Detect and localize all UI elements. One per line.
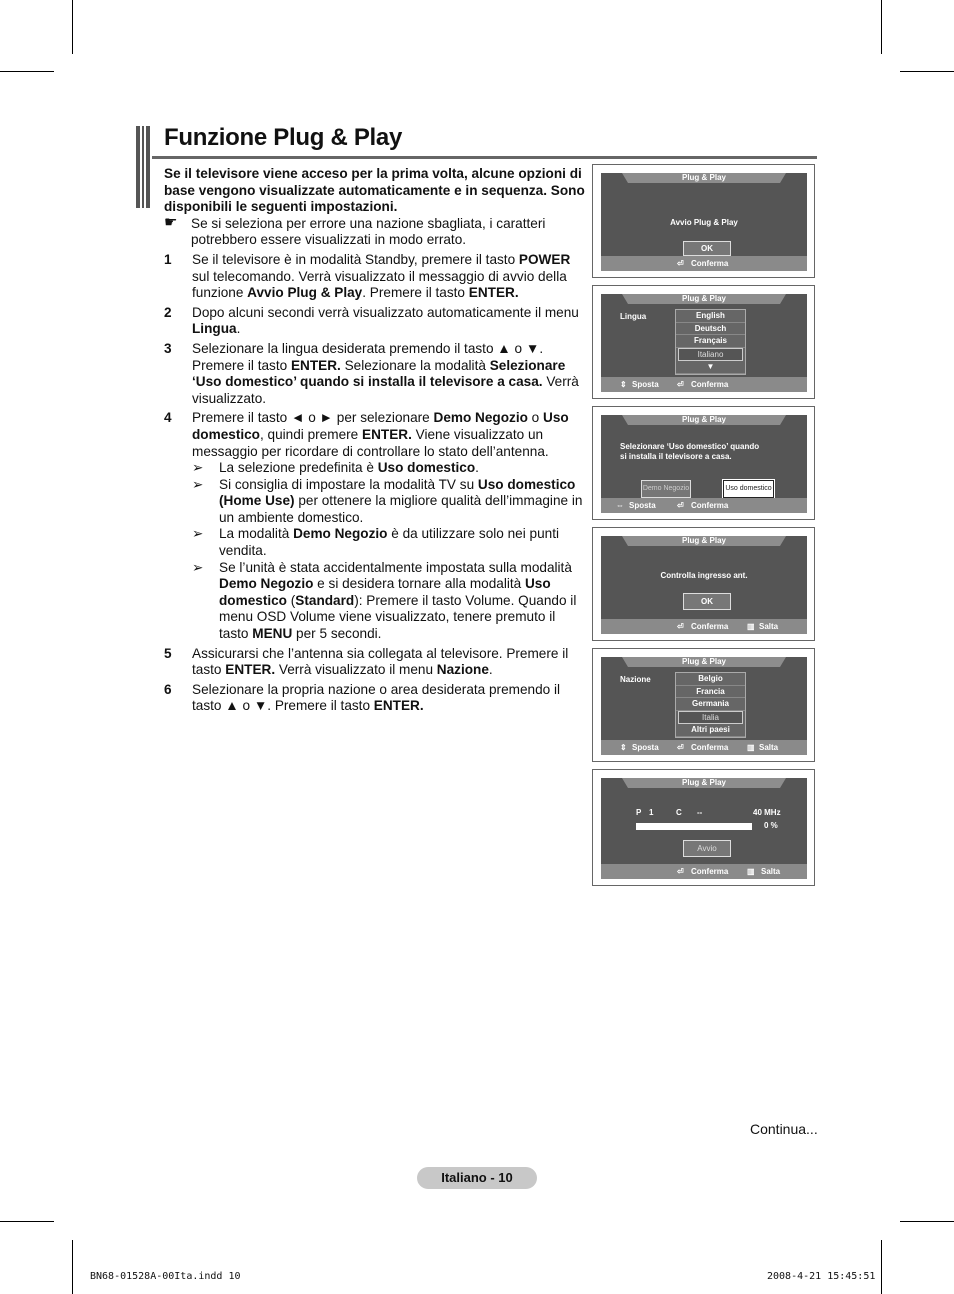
language-option[interactable]: English bbox=[676, 310, 745, 323]
osd-title: Plug & Play bbox=[628, 415, 780, 425]
step-text: Dopo alcuni secondi verrà visualizzato automaticamente il menu bbox=[192, 304, 579, 320]
tip-text: Si consiglia di impostare la modalità TV su bbox=[219, 476, 478, 492]
osd-bottom-bar bbox=[601, 498, 807, 513]
tip-bold: Uso domestico bbox=[219, 576, 551, 608]
crop-mark bbox=[72, 1240, 73, 1294]
crop-mark bbox=[900, 1221, 954, 1222]
step-2 bbox=[164, 305, 588, 338]
step-text: . Premere il tasto bbox=[362, 285, 469, 301]
tip-text: La modalità bbox=[219, 526, 294, 542]
move-label: Sposta bbox=[632, 380, 659, 389]
enter-icon: ⏎ bbox=[677, 867, 684, 876]
step-bold: Demo Negozio bbox=[433, 410, 528, 426]
step-number: 6 bbox=[164, 681, 172, 697]
osd-screen bbox=[601, 294, 807, 392]
enter-icon: ⏎ bbox=[677, 501, 684, 510]
country-option[interactable]: Altri paesi bbox=[676, 724, 745, 737]
osd-message: Controlla ingresso ant. bbox=[660, 571, 748, 580]
skip-label: Salta bbox=[759, 622, 779, 631]
osd-bottom-bar bbox=[601, 864, 807, 879]
tip bbox=[192, 460, 588, 477]
country-option[interactable]: Belgio bbox=[676, 673, 745, 686]
country-list[interactable] bbox=[675, 672, 746, 738]
tip-text: ): Premere il tasto Volume. Quando il menu OSD Volume viene visualizzato, tenere premuto il tasto bbox=[219, 592, 577, 642]
up-down-icon: ⇕ bbox=[620, 380, 627, 389]
confirm-label: Conferma bbox=[691, 380, 729, 389]
country-option-selected[interactable]: Italia bbox=[678, 711, 743, 725]
note-text: Se si seleziona per errore una nazione sbagliata, i caratteri potrebbero essere visualizzati in modo errato. bbox=[191, 215, 546, 248]
pointing-hand-icon: ☛ bbox=[164, 213, 178, 231]
step-bold: Selezionare ‘Uso domestico’ quando si installa il televisore a casa. bbox=[192, 357, 566, 390]
step-1 bbox=[164, 252, 588, 302]
enter-icon: ⏎ bbox=[677, 622, 684, 631]
page-title: Funzione Plug & Play bbox=[164, 124, 403, 151]
arrow-icon: ➢ bbox=[192, 526, 204, 542]
tip-text: per ottenere la migliore qualità dell’immagine in un ambiente domestico. bbox=[219, 493, 583, 525]
step-bold: ENTER. bbox=[362, 426, 412, 442]
osd-message: Avvio Plug & Play bbox=[670, 218, 738, 227]
tip-bold: Uso domestico (Home Use) bbox=[219, 476, 576, 509]
language-option[interactable]: Français bbox=[676, 335, 745, 348]
program-label: P bbox=[636, 808, 642, 817]
enter-icon: ⏎ bbox=[677, 380, 684, 389]
osd-title: Plug & Play bbox=[628, 294, 780, 304]
step-bold: Lingua bbox=[192, 321, 237, 337]
program-value: 1 bbox=[649, 808, 654, 817]
osd-title: Plug & Play bbox=[628, 657, 780, 667]
continue-text: Continua... bbox=[750, 1121, 818, 1137]
language-option[interactable]: Deutsch bbox=[676, 323, 745, 336]
step-text: Verrà visualizzato il menu bbox=[275, 662, 437, 678]
osd-bottom-bar bbox=[601, 619, 807, 634]
tip bbox=[192, 526, 588, 559]
intro-text: Se il televisore viene acceso per la prima volta, alcune opzioni di base vengono visualizzate automaticamente e in sequenza. Sono disponibili le seguenti impostazioni. bbox=[164, 166, 585, 215]
osd-panel-scan bbox=[592, 769, 815, 886]
country-option[interactable]: Germania bbox=[676, 698, 745, 711]
arrow-icon: ➢ bbox=[192, 559, 204, 575]
up-down-icon: ⇕ bbox=[620, 743, 627, 752]
left-right-icon: ⇔ bbox=[616, 501, 624, 510]
skip-icon: ▥ bbox=[747, 622, 755, 631]
progress-percent: 0 % bbox=[764, 821, 778, 830]
country-label: Nazione bbox=[620, 675, 651, 684]
enter-icon: ⏎ bbox=[677, 743, 684, 752]
instructions bbox=[164, 166, 588, 715]
osd-panel-mode bbox=[592, 406, 815, 520]
enter-icon: ⏎ bbox=[677, 259, 684, 268]
step-bold: ENTER. bbox=[468, 285, 519, 301]
osd-screen bbox=[601, 778, 807, 879]
step-text: sul telecomando. Verrà visualizzato il messaggio di avvio della funzione bbox=[192, 268, 567, 301]
tip-bold: Uso domestico bbox=[377, 460, 476, 476]
scroll-down-icon[interactable]: ▼ bbox=[676, 361, 745, 374]
confirm-label: Conferma bbox=[691, 743, 729, 752]
step-bold: ENTER. bbox=[225, 662, 276, 678]
osd-title: Plug & Play bbox=[628, 778, 780, 788]
step-text: Se il televisore è in modalità Standby, premere il tasto bbox=[192, 251, 519, 267]
step-text: . bbox=[236, 321, 241, 337]
osd-panel-country bbox=[592, 648, 815, 762]
tip bbox=[192, 477, 588, 527]
confirm-label: Conferma bbox=[691, 867, 729, 876]
home-use-button[interactable]: Uso domestico bbox=[723, 480, 774, 498]
osd-panel-language bbox=[592, 285, 815, 399]
step-text: , quindi premere bbox=[259, 426, 362, 442]
move-label: Sposta bbox=[632, 743, 659, 752]
step-bold: POWER bbox=[518, 251, 571, 267]
step-number: 4 bbox=[164, 410, 172, 426]
demo-store-button[interactable]: Demo Negozio bbox=[641, 480, 691, 498]
tip-text: Se l’unità è stata accidentalmente impostata sulla modalità bbox=[219, 559, 572, 575]
frequency-value: 40 MHz bbox=[753, 808, 781, 817]
step-text: . bbox=[488, 662, 493, 678]
tip-text: . bbox=[475, 460, 479, 476]
step-bold: ENTER. bbox=[373, 698, 424, 714]
move-label: Sposta bbox=[629, 501, 656, 510]
step-3 bbox=[164, 341, 588, 407]
crop-mark bbox=[900, 71, 954, 72]
language-label: Lingua bbox=[620, 312, 647, 321]
osd-title: Plug & Play bbox=[628, 173, 780, 183]
step-text: Premere il tasto ◄ o ► per selezionare bbox=[192, 410, 434, 426]
step-number: 3 bbox=[164, 340, 172, 356]
tip-bold: Demo Negozio bbox=[219, 576, 314, 592]
skip-label: Salta bbox=[761, 867, 781, 876]
osd-bottom-bar bbox=[601, 377, 807, 392]
tip-text: è da utilizzare solo nei punti vendita. bbox=[219, 526, 560, 559]
tip-text: La selezione predefinita è bbox=[219, 460, 378, 476]
confirm-label: Conferma bbox=[691, 259, 729, 268]
osd-bottom-bar bbox=[601, 256, 807, 271]
step-text: Selezionare la modalità bbox=[340, 357, 490, 373]
language-option-selected[interactable]: Italiano bbox=[678, 348, 743, 362]
tip-text: e si desidera tornare alla modalità bbox=[313, 576, 525, 592]
tip bbox=[192, 560, 588, 643]
step-5 bbox=[164, 646, 588, 679]
step-4-tips bbox=[164, 460, 588, 643]
osd-panel-start bbox=[592, 164, 815, 278]
crop-mark bbox=[881, 0, 882, 54]
tip-text: ( bbox=[286, 592, 296, 608]
language-list[interactable] bbox=[675, 309, 746, 375]
channel-label: C bbox=[676, 808, 682, 817]
osd-title: Plug & Play bbox=[628, 536, 780, 546]
ok-button[interactable]: OK bbox=[683, 593, 731, 610]
confirm-label: Conferma bbox=[691, 501, 729, 510]
step-text: Viene visualizzato un messaggio per ricordare di controllare lo stato dell’antenna. bbox=[192, 426, 549, 459]
step-number: 1 bbox=[164, 251, 172, 267]
crop-mark bbox=[881, 1240, 882, 1294]
start-button[interactable]: Avvio bbox=[683, 840, 731, 857]
step-bold: Nazione bbox=[436, 662, 489, 678]
progress-bar bbox=[636, 823, 752, 830]
osd-screen bbox=[601, 415, 807, 513]
step-bold: Uso domestico bbox=[192, 410, 569, 442]
step-4 bbox=[164, 410, 588, 460]
osd-screen bbox=[601, 657, 807, 755]
step-text: o bbox=[527, 410, 544, 426]
crop-mark bbox=[0, 1221, 54, 1222]
step-text: Assicurarsi che l’antenna sia collegata al televisore. Premere il tasto bbox=[192, 645, 569, 678]
title-rule bbox=[152, 156, 817, 159]
osd-screen bbox=[601, 173, 807, 271]
step-bold: Avvio Plug & Play bbox=[247, 285, 363, 301]
country-option[interactable]: Francia bbox=[676, 686, 745, 699]
step-number: 5 bbox=[164, 645, 172, 661]
step-6 bbox=[164, 682, 588, 715]
step-text: Verrà visualizzato. bbox=[192, 374, 579, 406]
skip-icon: ▥ bbox=[747, 743, 755, 752]
step-number: 2 bbox=[164, 304, 172, 320]
print-slug-date: 2008-4-21 15:45:51 bbox=[767, 1271, 876, 1282]
tip-bold: MENU bbox=[252, 626, 293, 642]
note bbox=[164, 213, 588, 249]
osd-bottom-bar bbox=[601, 740, 807, 755]
tip-bold: Demo Negozio bbox=[293, 526, 388, 542]
step-text: Selezionare la lingua desiderata premendo il tasto ▲ o ▼. Premere il tasto bbox=[192, 340, 544, 373]
confirm-label: Conferma bbox=[691, 622, 729, 631]
osd-panel-antenna bbox=[592, 527, 815, 641]
arrow-icon: ➢ bbox=[192, 460, 204, 476]
step-text: Selezionare la propria nazione o area desiderata premendo il tasto ▲ o ▼. Premere il tasto bbox=[192, 681, 561, 714]
skip-icon: ▥ bbox=[747, 867, 755, 876]
crop-mark bbox=[72, 0, 73, 54]
crop-mark bbox=[0, 71, 54, 72]
ok-button[interactable]: OK bbox=[683, 241, 731, 256]
tip-bold: Standard bbox=[295, 592, 355, 608]
mode-message-line2: si installa il televisore a casa. bbox=[620, 452, 732, 461]
osd-screen bbox=[601, 536, 807, 634]
mode-message-line1: Selezionare ‘Uso domestico’ quando bbox=[620, 442, 760, 451]
page-number: Italiano - 10 bbox=[417, 1167, 537, 1189]
channel-value: -- bbox=[697, 808, 703, 817]
arrow-icon: ➢ bbox=[192, 476, 204, 492]
print-slug-file: BN68-01528A-00Ita.indd 10 bbox=[90, 1271, 241, 1282]
tip-text: per 5 secondi. bbox=[292, 626, 382, 642]
step-bold: ENTER. bbox=[290, 357, 341, 373]
skip-label: Salta bbox=[759, 743, 779, 752]
